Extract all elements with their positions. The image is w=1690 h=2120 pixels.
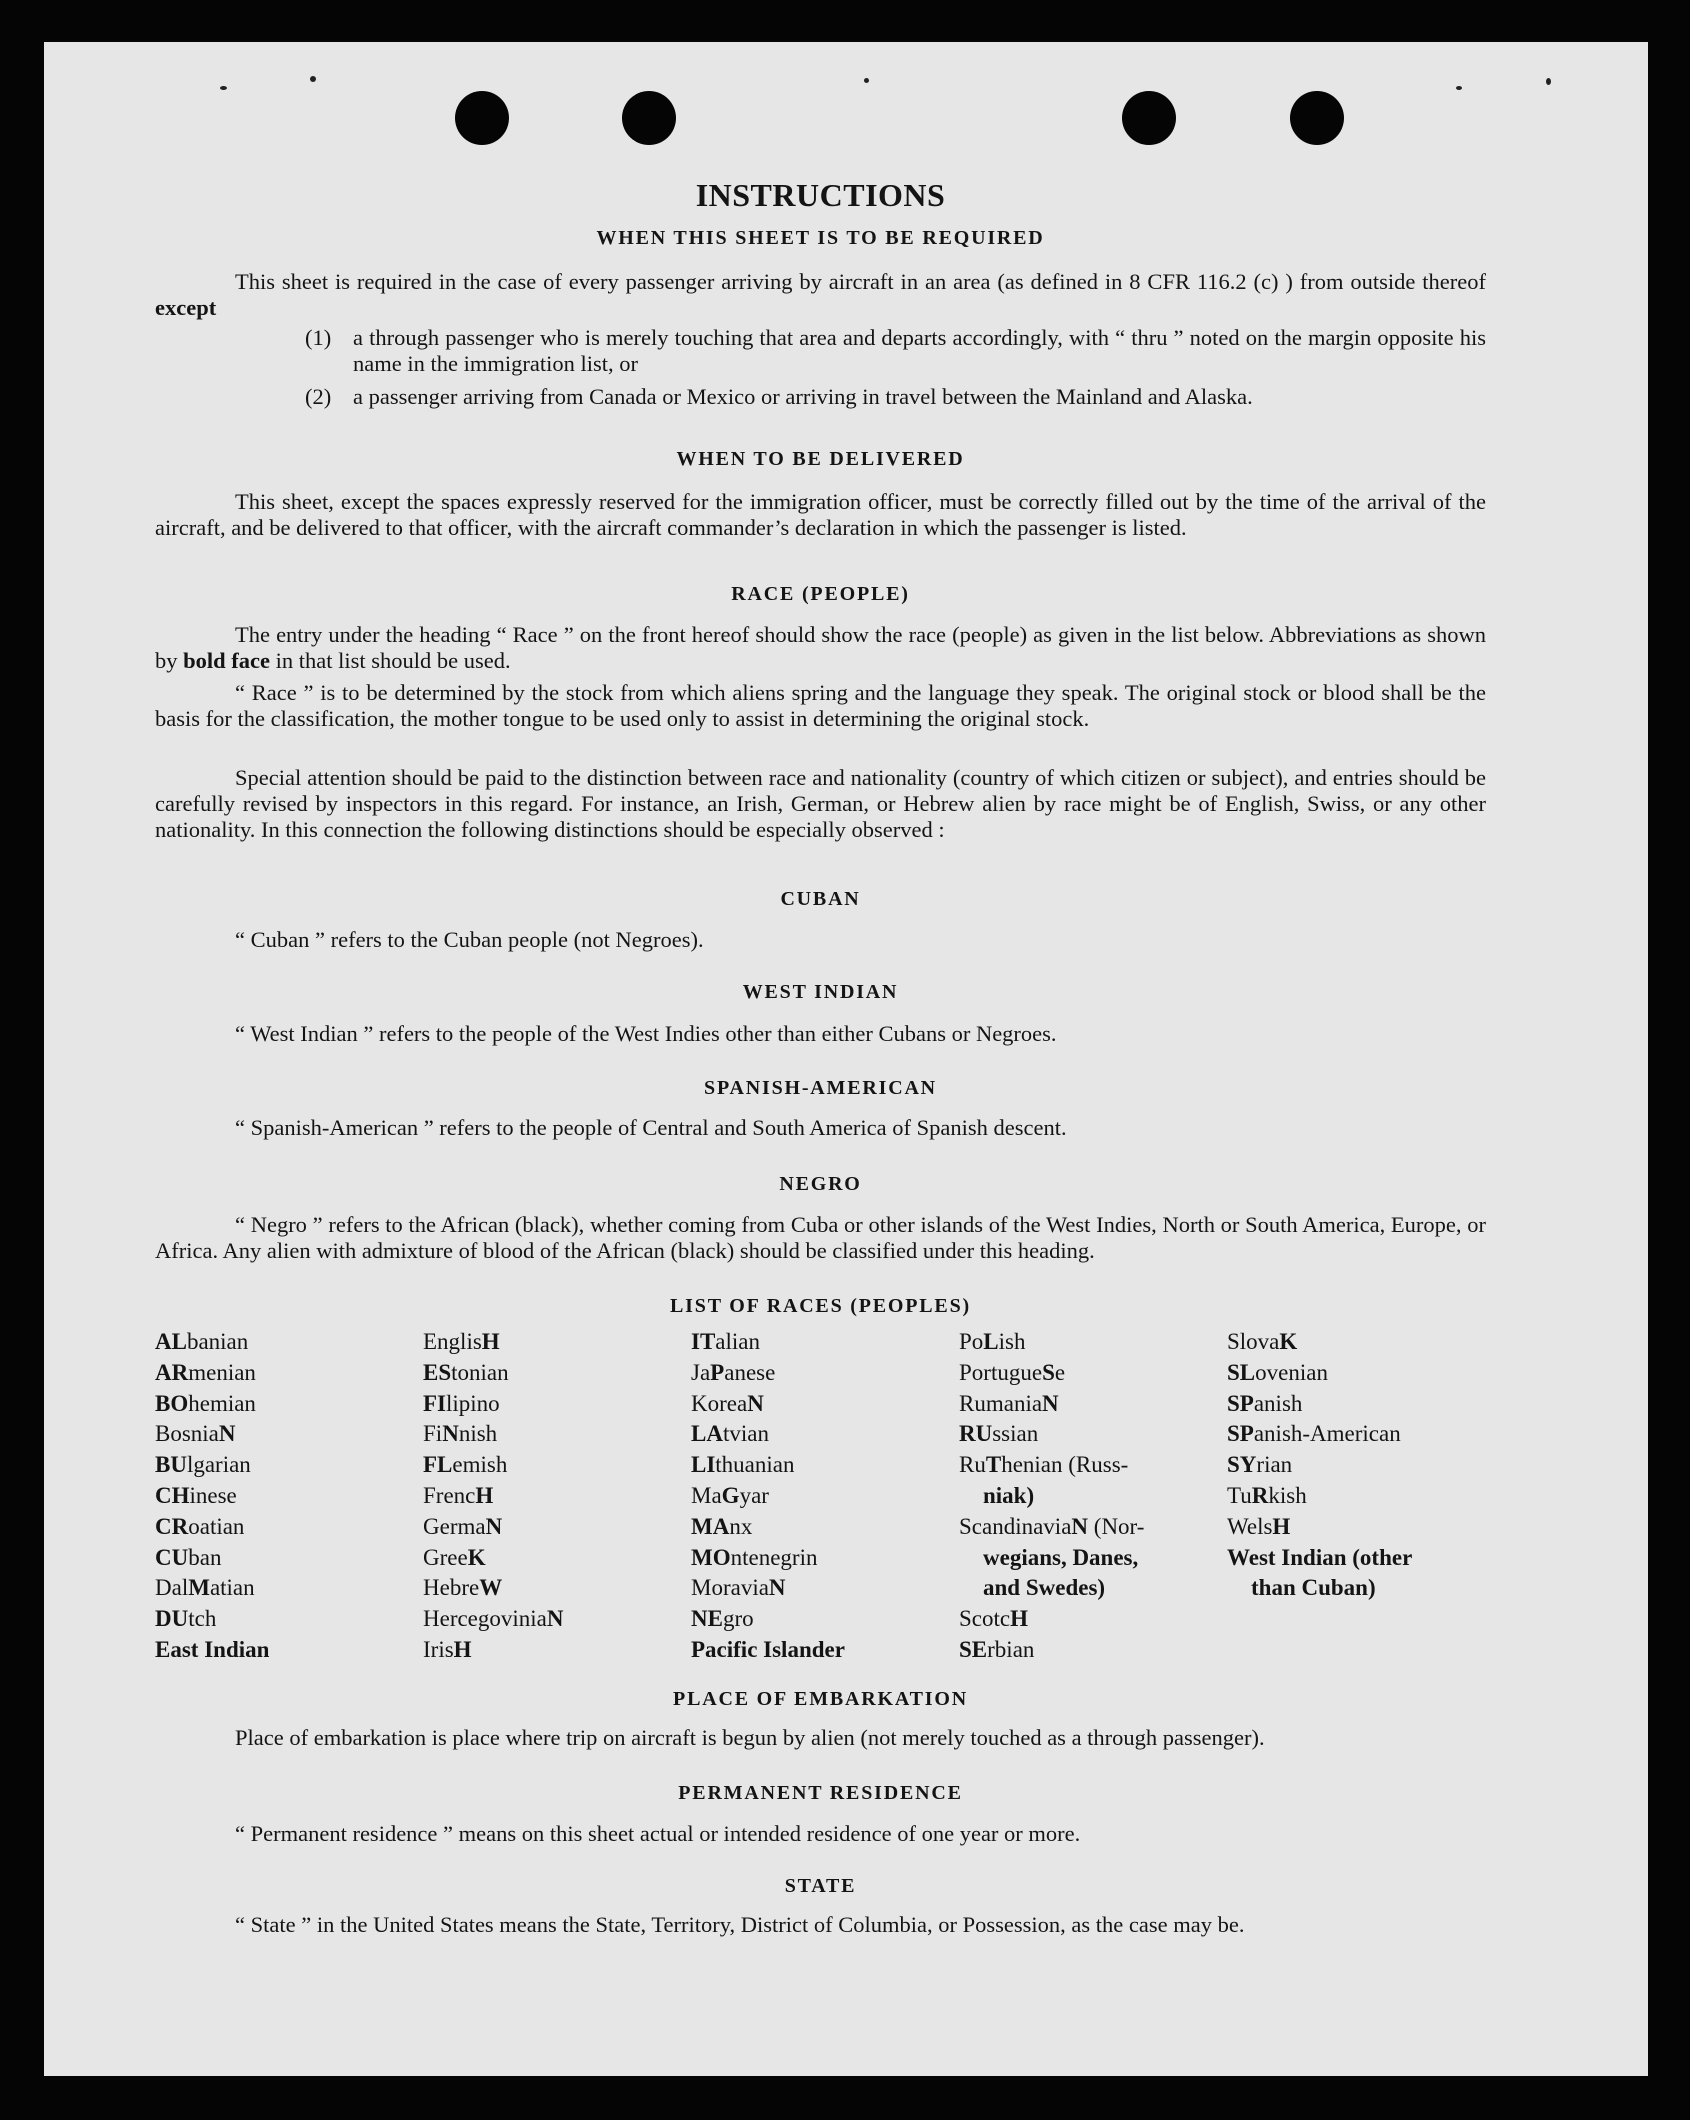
race-abbreviation: FL [423,1452,453,1478]
race-text: ovenian [1255,1359,1328,1385]
race-text: Korea [691,1390,748,1416]
race-abbreviation: ES [423,1359,452,1385]
race-entry [691,1450,951,1481]
race-entry [691,1543,951,1574]
race-text: Hebre [423,1575,480,1601]
race-text: Frenc [423,1482,476,1508]
race-abbreviation: AL [155,1329,187,1354]
race-abbreviation: IT [691,1329,716,1354]
race-entry [959,1389,1219,1420]
race-text: menian [188,1359,256,1385]
item-number: (1) [305,325,332,350]
paragraph-text: This sheet is required in the case of every passenger arriving by aircraft in an area (as defined in 8 CFR 116.2 (c) ) from outside thereof [235,269,1486,294]
race-abbreviation: LA [691,1421,723,1447]
heading-cuban: CUBAN [780,888,861,910]
race-text: alian [715,1329,760,1354]
race-text: Germa [423,1513,486,1539]
race-text: Englis [423,1329,482,1354]
paper-speck [310,76,316,82]
race-abbreviation: than Cuban) [1251,1575,1376,1601]
race-text: Scotc [959,1606,1011,1632]
race-entry [423,1635,683,1666]
race-text: gro [722,1606,754,1632]
race-text: oatian [188,1513,245,1539]
paragraph-cuban: “ Cuban ” refers to the Cuban people (not Negroes). [235,927,704,952]
race-column [155,1327,415,1666]
race-abbreviation: N [747,1390,764,1416]
race-column [1227,1327,1487,1604]
paragraph-spanish-american: “ Spanish-American ” refers to the people of Central and South America of Spanish descent. [235,1115,1067,1140]
race-abbreviation: MO [691,1544,731,1570]
race-text: Wels [1227,1513,1273,1539]
race-text: kish [1268,1482,1307,1508]
race-text: ssian [992,1421,1039,1447]
heading-spanish-american: SPANISH-AMERICAN [704,1077,937,1099]
heading-list-of-races: LIST OF RACES (PEOPLES) [670,1295,971,1317]
race-entry [691,1604,951,1635]
race-entry [155,1419,415,1450]
paragraph-race-3: Special attention should be paid to the distinction between race and nationality (country of which citizen or subject), and entries should be carefully revised by inspectors in this regard. For instance, an Irish, German, or Hebrew alien by race might be of English, Swiss, or any other nationality. In this connection the following distinctions should be especially observed : [155,765,1486,842]
paragraph-state: “ State ” in the United States means the State, Territory, District of Columbia, or Possession, as the case may be. [235,1912,1245,1937]
race-entry [155,1604,415,1635]
race-entry [423,1327,683,1358]
race-text: banian [186,1329,249,1354]
race-text: Ma [691,1482,722,1508]
race-text: Ja [691,1359,711,1385]
race-abbreviation: East Indian [155,1636,270,1662]
race-entry [1227,1419,1487,1450]
race-text: atian [209,1575,255,1601]
race-text: tonian [451,1359,509,1385]
race-entry [691,1327,951,1358]
race-abbreviation: H [1272,1513,1291,1539]
race-abbreviation: NE [691,1606,723,1632]
race-abbreviation: P [710,1359,725,1385]
race-text: nx [729,1513,753,1539]
race-abbreviation: SP [1227,1390,1254,1416]
race-entry [1227,1389,1487,1420]
punch-hole [622,91,676,145]
race-abbreviation: H [1010,1606,1028,1632]
race-abbreviation: SE [959,1636,988,1662]
race-abbreviation: H [475,1482,494,1508]
item-text: a through passenger who is merely touching that area and departs accordingly, with “ thru ” noted on the margin opposite his name in the immigration list, or [353,325,1486,376]
race-abbreviation: Pacific Islander [691,1636,845,1662]
race-abbreviation: N [485,1513,503,1539]
race-abbreviation: K [467,1544,486,1570]
heading-when-required: WHEN THIS SHEET IS TO BE REQUIRED [596,227,1045,249]
race-entry [1227,1543,1487,1574]
heading-state: STATE [784,1875,857,1897]
race-text: inese [189,1482,237,1508]
race-abbreviation: S [1042,1359,1055,1385]
race-text: Slova [1227,1329,1280,1354]
race-text: Po [959,1329,984,1354]
race-abbreviation: N [546,1606,564,1632]
race-abbreviation: MA [691,1513,730,1539]
race-abbreviation: L [983,1329,999,1354]
race-entry [423,1512,683,1543]
race-abbreviation: N [442,1421,459,1447]
race-column [691,1327,951,1666]
race-abbreviation: SP [1227,1421,1254,1447]
race-entry [959,1358,1219,1389]
race-entry [155,1543,415,1574]
race-entry [1227,1450,1487,1481]
race-text: lipino [446,1390,500,1416]
race-text: Iris [423,1636,454,1662]
race-entry [423,1573,683,1604]
paragraph-race-1 [155,622,1486,674]
paragraph-race-2: “ Race ” is to be determined by the stock from which aliens spring and the language they speak. The original stock or blood shall be the basis for the classification, the mother tongue to be used only to assist in determining the original stock. [155,680,1486,731]
race-text: yar [739,1482,769,1508]
race-entry [423,1419,683,1450]
item-text: a passenger arriving from Canada or Mexico or arriving in travel between the Mainland and Alaska. [353,384,1253,409]
heading-west-indian: WEST INDIAN [742,981,899,1003]
race-abbreviation: H [481,1329,500,1354]
race-abbreviation: SY [1227,1452,1257,1478]
paragraph-when-delivered: This sheet, except the spaces expressly reserved for the immigration officer, must be correctly filled out by the time of the arrival of the aircraft, and be delivered to that officer, with the aircraft commander’s declaration in which the passenger is listed. [155,489,1486,540]
race-text: Fi [423,1421,443,1447]
race-entry [423,1604,683,1635]
race-text: Portugue [959,1359,1043,1385]
race-abbreviation: T [985,1452,1002,1478]
race-text: Tu [1227,1482,1252,1508]
race-text: henian (Russ- [1001,1452,1129,1478]
race-text: Ru [959,1452,986,1478]
race-entry [423,1481,683,1512]
race-entry [691,1512,951,1543]
race-entry [1227,1358,1487,1389]
emphasis-text: except [155,295,217,320]
race-entry [1227,1481,1487,1512]
paper-speck [220,86,227,90]
race-entry [959,1419,1219,1450]
race-text: anese [724,1359,776,1385]
race-entry [155,1573,415,1604]
race-entry [155,1635,415,1666]
race-entry [959,1604,1219,1635]
race-abbreviation: N [218,1421,236,1447]
paragraph-west-indian: “ West Indian ” refers to the people of the West Indies other than either Cubans or Negroes. [235,1021,1057,1046]
race-abbreviation: K [1279,1329,1298,1354]
race-entry [423,1389,683,1420]
race-abbreviation: SL [1227,1359,1256,1385]
race-abbreviation: niak) [983,1482,1035,1508]
race-entry [691,1419,951,1450]
heading-residence: PERMANENT RESIDENCE [678,1782,963,1804]
race-entry [155,1512,415,1543]
race-text: Dal [155,1575,189,1601]
race-entry [959,1327,1219,1358]
race-text: ntenegrin [730,1544,818,1570]
race-entry [959,1450,1219,1481]
race-abbreviation: W [479,1575,503,1601]
race-abbreviation: G [721,1482,740,1508]
race-text: anish-American [1253,1421,1401,1447]
race-text: rbian [987,1636,1035,1662]
race-abbreviation: BO [155,1390,189,1416]
race-abbreviation: H [453,1636,472,1662]
race-abbreviation: M [188,1575,210,1601]
race-text: nish [458,1421,498,1447]
heading-embarkation: PLACE OF EMBARKATION [673,1688,968,1710]
race-entry [959,1635,1219,1666]
race-abbreviation: N [768,1575,786,1601]
race-entry [691,1573,951,1604]
race-abbreviation: RU [959,1421,993,1447]
paragraph-text: in that list should be used. [275,648,511,673]
race-abbreviation: DU [155,1606,189,1632]
race-text: Gree [423,1544,468,1570]
heading-negro: NEGRO [779,1173,862,1195]
race-abbreviation: CH [155,1482,190,1508]
paragraph-text: The entry under the heading “ Race ” on the front hereof should show the race (people) as given in the list below. Abbreviations as shown by [155,622,1486,673]
race-abbreviation: CR [155,1513,189,1539]
race-entry [155,1327,415,1358]
punch-hole [1122,91,1176,145]
race-entry [1227,1512,1487,1543]
item-number: (2) [305,384,332,409]
race-text: thuanian [715,1452,795,1478]
exception-item-2 [305,384,1486,410]
race-abbreviation: and Swedes) [983,1575,1106,1601]
race-text: Moravia [691,1575,769,1601]
race-text: Bosnia [155,1421,219,1447]
race-column [423,1327,683,1666]
race-text: e [1054,1359,1066,1385]
race-entry [959,1573,1219,1604]
paper-speck [1546,78,1551,85]
paragraph-negro: “ Negro ” refers to the African (black), whether coming from Cuba or other islands of the West Indies, North or South America, Europe, or Africa. Any alien with admixture of blood of the African (black) should be classified under this heading. [155,1212,1486,1263]
paragraph-embarkation: Place of embarkation is place where trip on aircraft is begun by alien (not merely touched as a through passenger). [235,1725,1265,1750]
race-entry [691,1635,951,1666]
heading-when-delivered: WHEN TO BE DELIVERED [676,448,965,470]
race-abbreviation: R [1251,1482,1269,1508]
race-text: hemian [188,1390,256,1416]
race-text: Hercegovinia [423,1606,547,1632]
race-abbreviation: CU [155,1544,189,1570]
race-entry [691,1481,951,1512]
race-text: tch [188,1606,217,1632]
race-entry [959,1543,1219,1574]
paragraph-residence: “ Permanent residence ” means on this sheet actual or intended residence of one year or more. [235,1821,1081,1846]
race-text: ish [998,1329,1026,1354]
race-abbreviation: wegians, Danes, [983,1544,1139,1570]
race-text: rian [1256,1452,1293,1478]
race-entry [1227,1573,1487,1604]
race-abbreviation: AR [155,1359,189,1385]
race-abbreviation: LI [691,1452,716,1478]
punch-hole [1290,91,1344,145]
race-entry [423,1358,683,1389]
paper-speck [1456,86,1462,90]
race-abbreviation: FI [423,1390,446,1416]
race-text: lgarian [186,1452,251,1478]
race-entry [691,1358,951,1389]
race-abbreviation: BU [155,1452,187,1478]
race-entry [423,1450,683,1481]
punch-hole [455,91,509,145]
race-entry [959,1512,1219,1543]
race-text: Scandinavia [959,1513,1072,1539]
race-entry [155,1481,415,1512]
race-entry [155,1450,415,1481]
race-text: ban [188,1544,222,1570]
race-text: (Nor- [1088,1513,1145,1539]
race-text: tvian [722,1421,769,1447]
race-entry [155,1389,415,1420]
race-text: Rumania [959,1390,1043,1416]
race-entry [423,1543,683,1574]
race-entry [691,1389,951,1420]
race-text: emish [452,1452,508,1478]
race-entry [1227,1327,1487,1358]
race-abbreviation: N [1071,1513,1089,1539]
race-entry [959,1481,1219,1512]
race-abbreviation: N [1042,1390,1059,1416]
race-text: anish [1253,1390,1303,1416]
race-abbreviation: West Indian (other [1227,1544,1413,1570]
paper-speck [864,78,869,83]
heading-race: RACE (PEOPLE) [731,583,910,605]
page-title: INSTRUCTIONS [695,177,946,213]
race-column [959,1327,1219,1666]
emphasis-text: bold face [183,648,270,673]
paragraph-when-required [155,269,1486,321]
exception-item-1 [305,325,1486,377]
race-entry [155,1358,415,1389]
